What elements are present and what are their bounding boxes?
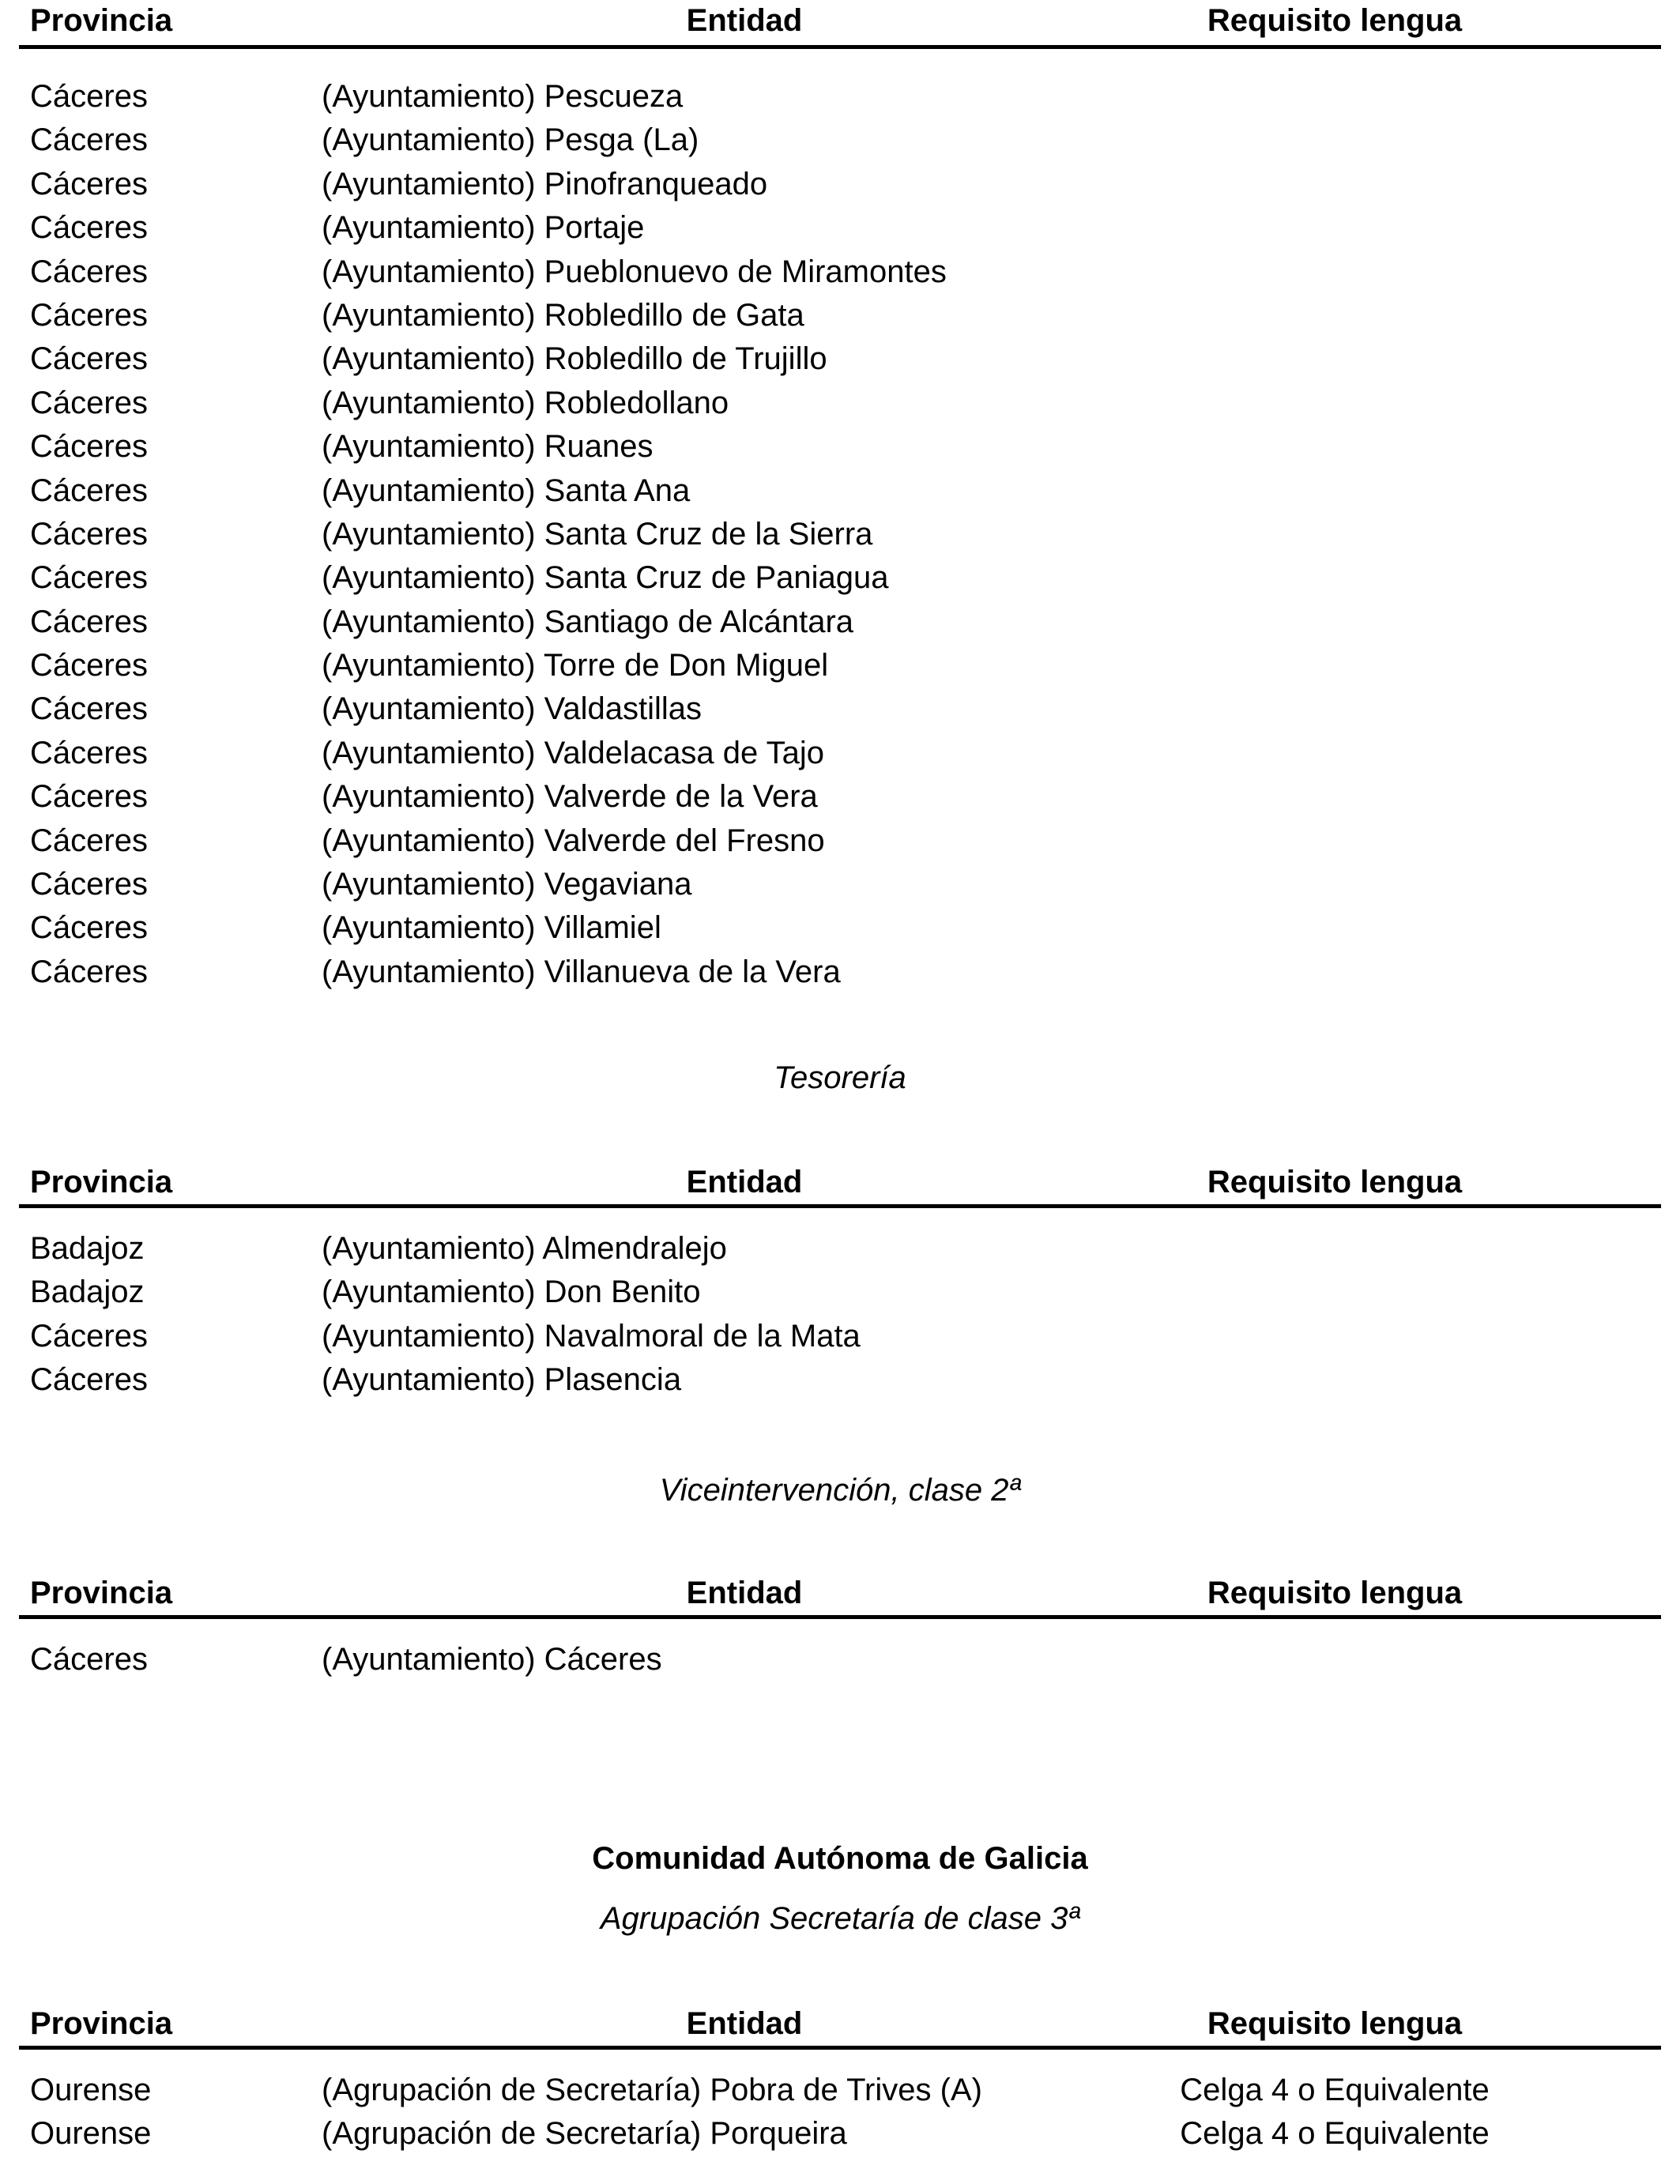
cell-entidad: (Ayuntamiento) Valdelacasa de Tajo [322,735,824,770]
cell-provincia: Ourense [30,2116,152,2152]
table-header [19,0,1661,49]
cell-provincia: Cáceres [30,1362,148,1398]
header-entidad: Entidad [686,1576,803,1610]
cell-provincia: Cáceres [30,79,148,114]
cell-entidad: (Ayuntamiento) Robledillo de Gata [322,297,804,333]
cell-provincia: Cáceres [30,516,148,552]
cell-entidad: (Ayuntamiento) Ruanes [322,429,654,465]
table-row [19,294,1661,337]
cell-entidad: (Agrupación de Secretaría) Pobra de Trives (A) [322,2073,982,2107]
header-provincia: Provincia [30,3,173,38]
header-entidad: Entidad [686,3,803,38]
table-row [19,1227,1661,1271]
cell-requisito: Celga 4 o Equivalente [1180,2116,1490,2152]
cell-provincia: Cáceres [30,648,148,683]
cell-provincia: Cáceres [30,429,148,465]
header-entidad: Entidad [686,1165,803,1199]
cell-provincia: Cáceres [30,385,148,420]
cell-entidad: (Ayuntamiento) Portaje [322,210,645,246]
cell-entidad: (Ayuntamiento) Vegaviana [322,867,692,902]
cell-provincia: Badajoz [30,1275,145,1310]
cell-requisito: Celga 4 o Equivalente [1180,2073,1490,2107]
table-row [19,644,1661,687]
table-row [19,775,1661,819]
table-body [19,2069,1661,2156]
table-row [19,732,1661,775]
cell-entidad: (Ayuntamiento) Villanueva de la Vera [322,954,841,989]
cell-entidad: (Agrupación de Secretaría) Porqueira [322,2116,847,2152]
cell-entidad: (Ayuntamiento) Robledollano [322,385,729,420]
table-row [19,1638,1661,1681]
table-row [19,2112,1661,2156]
header-entidad: Entidad [686,2006,803,2041]
table-row [19,951,1661,994]
table-body [19,1227,1661,1403]
table-body [19,75,1661,994]
cell-provincia: Cáceres [30,823,148,858]
table-header [19,1571,1661,1619]
table-row [19,819,1661,863]
cell-provincia: Cáceres [30,473,148,508]
table-row [19,906,1661,950]
cell-entidad: (Ayuntamiento) Santa Cruz de la Sierra [322,516,873,552]
cell-provincia: Cáceres [30,560,148,596]
table-header [19,1160,1661,1208]
header-provincia: Provincia [30,1165,173,1199]
community-title: Comunidad Autónoma de Galicia [592,1841,1088,1876]
cell-provincia: Cáceres [30,691,148,727]
table-row [19,513,1661,556]
table-row [19,250,1661,294]
cell-provincia: Cáceres [30,779,148,815]
cell-entidad: (Ayuntamiento) Navalmoral de la Mata [322,1318,861,1354]
table-viceintervencion [19,1571,1661,1681]
table-continuation [19,0,1661,994]
section-title-viceintervencion: Viceintervención, clase 2ª [659,1473,1021,1508]
section-title-tesoreria: Tesorería [774,1060,906,1095]
cell-entidad: (Ayuntamiento) Santa Cruz de Paniagua [322,560,889,596]
table-row [19,863,1661,906]
table-body [19,1638,1661,1681]
cell-entidad: (Ayuntamiento) Valverde de la Vera [322,779,818,815]
table-row [19,469,1661,513]
cell-entidad: (Ayuntamiento) Pueblonuevo de Miramontes [322,254,947,289]
table-row [19,425,1661,469]
cell-entidad: (Ayuntamiento) Pesga (La) [322,122,699,158]
cell-entidad: (Ayuntamiento) Valverde del Fresno [322,823,825,858]
cell-provincia: Cáceres [30,867,148,902]
table-tesoreria [19,1160,1661,1403]
table-row [19,1358,1661,1402]
table-row [19,75,1661,119]
cell-entidad: (Ayuntamiento) Cáceres [322,1642,662,1677]
header-requisito: Requisito lengua [1207,2006,1463,2041]
header-requisito: Requisito lengua [1207,1576,1463,1610]
cell-entidad: (Ayuntamiento) Pinofranqueado [322,166,768,201]
header-requisito: Requisito lengua [1207,3,1463,38]
cell-entidad: (Ayuntamiento) Don Benito [322,1275,701,1310]
table-row [19,206,1661,250]
cell-entidad: (Ayuntamiento) Valdastillas [322,691,702,727]
cell-provincia: Cáceres [30,910,148,946]
cell-provincia: Cáceres [30,954,148,989]
table-row [19,1271,1661,1314]
cell-provincia: Cáceres [30,1642,148,1677]
cell-provincia: Cáceres [30,735,148,770]
cell-entidad: (Ayuntamiento) Robledillo de Trujillo [322,341,827,377]
cell-entidad: (Ayuntamiento) Torre de Don Miguel [322,648,829,683]
cell-entidad: (Ayuntamiento) Pescueza [322,79,684,114]
table-row [19,601,1661,644]
table-header [19,2001,1661,2050]
cell-entidad: (Ayuntamiento) Plasencia [322,1362,682,1398]
cell-provincia: Cáceres [30,341,148,377]
header-provincia: Provincia [30,2006,173,2041]
cell-provincia: Badajoz [30,1231,145,1266]
cell-provincia: Cáceres [30,122,148,158]
cell-provincia: Cáceres [30,210,148,246]
community-subtitle: Agrupación Secretaría de clase 3ª [600,1901,1080,1936]
table-row [19,556,1661,600]
header-provincia: Provincia [30,1576,173,1610]
table-row [19,2069,1661,2112]
cell-provincia: Ourense [30,2073,152,2107]
cell-provincia: Cáceres [30,166,148,201]
table-galicia [19,2001,1661,2156]
table-row [19,382,1661,425]
table-row [19,163,1661,206]
cell-entidad: (Ayuntamiento) Almendralejo [322,1231,727,1266]
table-row [19,337,1661,381]
header-requisito: Requisito lengua [1207,1165,1463,1199]
cell-entidad: (Ayuntamiento) Villamiel [322,910,661,946]
table-row [19,119,1661,162]
cell-entidad: (Ayuntamiento) Santa Ana [322,473,691,508]
cell-provincia: Cáceres [30,604,148,639]
table-row [19,1315,1661,1358]
cell-provincia: Cáceres [30,1318,148,1354]
cell-provincia: Cáceres [30,297,148,333]
cell-provincia: Cáceres [30,254,148,289]
table-row [19,687,1661,731]
cell-entidad: (Ayuntamiento) Santiago de Alcántara [322,604,854,639]
